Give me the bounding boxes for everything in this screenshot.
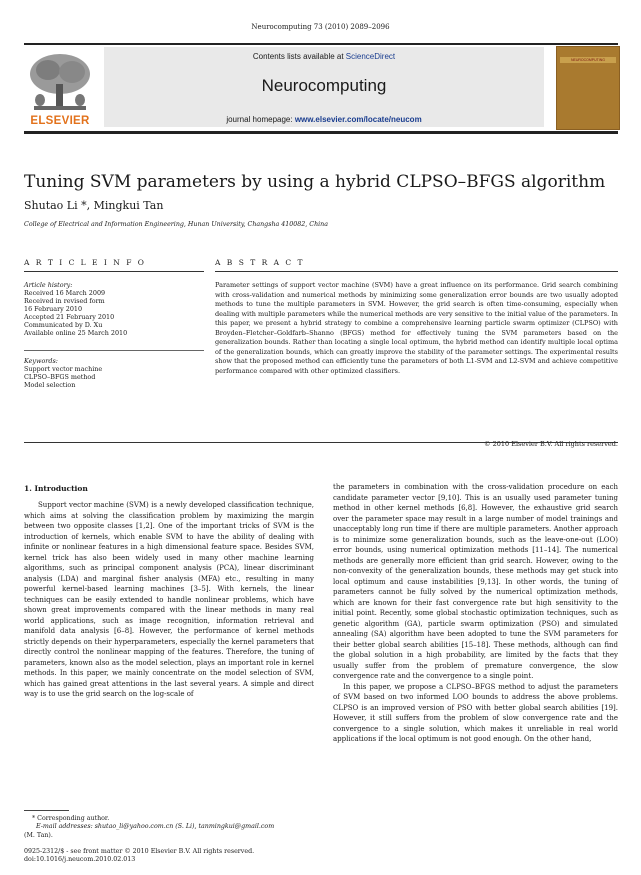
homepage-link[interactable]: www.elsevier.com/locate/neucom bbox=[294, 115, 422, 124]
footnote-emails: E-mail addresses: shutao_li@yahoo.com.cn (S. Li), tanmingkui@gmail.com bbox=[36, 823, 275, 831]
intro-paragraph: In this paper, we propose a CLPSO–BFGS method to adjust the parameters of SVM based on two informed LOO bounds to address the above problems. CLPSO is an improved version of PSO with better global search abilities [19]. However, it still suffers from the problem of slow convergence rate and the convergence to a single solution, which makes it unreliable in real world applications if the local optimum is not good enough. On the other hand, bbox=[333, 682, 618, 743]
keyword-item: Support vector machine bbox=[24, 365, 103, 373]
tree-logo-icon bbox=[24, 50, 96, 114]
abstract-heading: A B S T R A C T bbox=[215, 258, 305, 267]
header-top-rule bbox=[24, 43, 618, 45]
paper-title: Tuning SVM parameters by using a hybrid CLPSO–BFGS algorithm bbox=[24, 172, 606, 192]
footnote bbox=[24, 815, 314, 840]
journal-reference: Neurocomputing 73 (2010) 2089–2096 bbox=[251, 23, 390, 31]
history-item: Communicated by D. Xu bbox=[24, 321, 103, 329]
paper-authors: Shutao Li *, Mingkui Tan bbox=[24, 199, 164, 212]
footnote-rule bbox=[24, 810, 69, 811]
article-info-heading: A R T I C L E I N F O bbox=[24, 258, 146, 267]
footnote-corresponding: * Corresponding author. bbox=[32, 815, 110, 822]
doi-line: doi:10.1016/j.neucom.2010.02.013 bbox=[24, 856, 136, 864]
intro-left-column: Support vector machine (SVM) is a newly developed classification technique, which aims at solving the classification problem by maximizing the margin between two opposite classes [1,2]. One of the important tricks of SVM is the introduction of kernels, which enable SVM to have the ability of dealing with infinite or nonlinear features in a high dimensional feature space. Besides SVM, kernel trick has also been widely used in many other machine learning algorithms, such as principal component analysis (PCA), linear discriminant analysis (LDA) and marginal fisher analysis (MFA) etc., resulting in many powerful kernel-based learning machines [3–5]. With kernels, the linear techniques can be easily extended to handle nonlinear problems, which have shown great improvements compared with the linear methods in many real world applications, such as image recognition, information retrieval and manifold data analysis [6–8]. However, the performance of kernel methods strictly depends on their hyperparameters, especially the kernel parameters that directly control the nonlinear mapping of the features. Therefore, the tuning of parameters, known also as the model selection, plays an important role in kernel methods. In this paper, we mainly concentrate on the model selection of SVM, which has gained great attentions in the last several years. A simple and direct way is to use the grid search on the log-scale of bbox=[24, 501, 314, 698]
intro-paragraph: the parameters in combination with the cross-validation procedure on each candidate parameter vector [9,10]. This is an usually used parameter tuning method in other kernel methods [6,8]. However, the exhaustive grid search over the parameter space may result in a large number of model trainings and unacceptably long run time if there are multiple parameters. Another approach is to minimize some generalization bounds, such as the leave-one-out (LOO) error bounds, using numerical optimization methods [11–14]. The numerical methods are generally more efficient than grid search. However, owing to the non-convexity of the generalization bounds, these methods may get stuck into local optimum and cause instabilities [9,13]. In other words, the tuning of parameters cannot be fully solved by the numerical optimization methods, which are known for their fast convergence rate but high sensitivity to the initial point. Recently, some global stochastic optimization techniques, such as genetic algorithm (GA), particle swarm optimization (PSO) and simulated annealing (SA) algorithm have been adopted to tune the SVM parameters for their better global search abilities [15–18]. These methods, although can find the global solution in a high probability, are limited by the facts that they usually suffer from the problem of premature convergence, the slow convergence rate and the convergence to a single point. bbox=[333, 483, 618, 680]
front-matter-note bbox=[24, 848, 324, 865]
homepage-line bbox=[104, 115, 544, 124]
journal-title: Neurocomputing bbox=[261, 76, 387, 95]
keyword-item: Model selection bbox=[24, 381, 76, 389]
sciencedirect-link[interactable]: ScienceDirect bbox=[345, 52, 396, 61]
history-item: Accepted 21 February 2010 bbox=[24, 313, 115, 321]
contents-prefix: Contents lists available at bbox=[252, 52, 346, 61]
footnote-emails-cont: (M. Tan). bbox=[24, 831, 53, 839]
abstract-text: Parameter settings of support vector machine (SVM) have a great influence on its performance. Grid search combining with cross-validation and numerical methods by minimizing some generalization error bounds are two usually adopted methods to tune the multiple parameters in SVM. However, the grid search is often time-consuming, especially when dealing with multiple parameters while the numerical methods are very sensitive to the initial value of the parameters. In this paper, we present a hybrid strategy to combine a comprehensive learning particle swarm optimizer (CLPSO) with Broyden–Fletcher–Goldfarb–Shanno (BFGS) method for effectively tuning the SVM parameters based on the generalization bounds. Rather than locating a single local optimum, the hybrid method can identify multiple local optima of the generalization bounds, which can greatly improve the stability of the parameter settings. The experimental results show that the proposed method can efficiently tune the parameters of both L1-SVM and L2-SVM and achieve competitive performance compared with other optimized classifiers. bbox=[215, 281, 618, 375]
history-item: Available online 25 March 2010 bbox=[24, 329, 128, 337]
front-matter-line: 0925-2312/$ - see front matter © 2010 Elsevier B.V. All rights reserved. bbox=[24, 848, 255, 855]
intro-right-column bbox=[333, 482, 618, 745]
abstract-bottom-rule bbox=[24, 442, 618, 443]
history-item: Received 16 March 2009 bbox=[24, 289, 106, 297]
history-divider bbox=[24, 350, 204, 351]
elsevier-wordmark: ELSEVIER bbox=[30, 115, 90, 127]
history-list bbox=[24, 289, 127, 337]
history-item: 16 February 2010 bbox=[24, 305, 83, 313]
history-item: Received in revised form bbox=[24, 297, 105, 305]
history-label: Article history: bbox=[24, 281, 73, 289]
abstract-rule bbox=[215, 271, 618, 272]
cover-title: NEUROCOMPUTING bbox=[570, 58, 606, 62]
contents-line bbox=[104, 52, 544, 61]
journal-cover-thumbnail bbox=[556, 46, 620, 130]
paper-affiliation: College of Electrical and Information Engineering, Hunan University, Changsha 410082, China bbox=[24, 221, 328, 228]
section-heading-introduction: 1. Introduction bbox=[24, 484, 88, 493]
article-info-rule bbox=[24, 271, 204, 272]
homepage-prefix: journal homepage: bbox=[226, 115, 295, 124]
keywords-label: Keywords: bbox=[24, 357, 58, 365]
abstract-copyright: © 2010 Elsevier B.V. All rights reserved. bbox=[484, 440, 618, 448]
keywords-list bbox=[24, 365, 102, 389]
keyword-item: CLPSO–BFGS method bbox=[24, 373, 96, 381]
header-bottom-rule bbox=[24, 131, 618, 134]
